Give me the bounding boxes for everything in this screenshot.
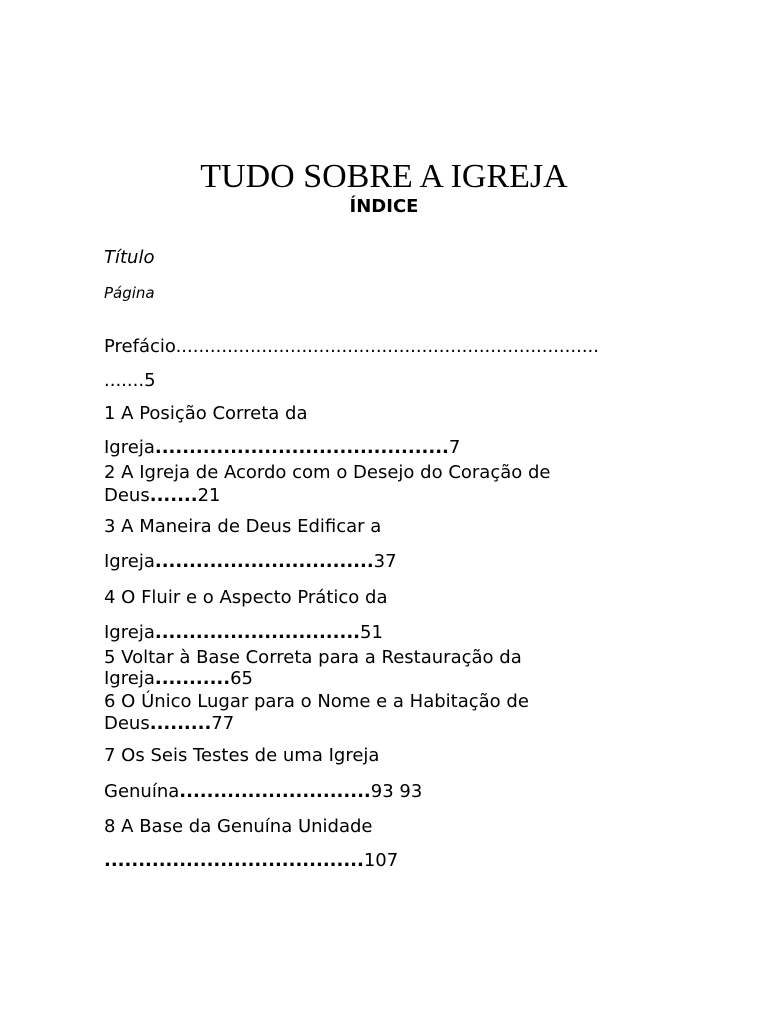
toc-entry-7-line2 xyxy=(104,780,422,804)
toc-page-number: 7 xyxy=(448,437,461,458)
toc-entry-8-line2 xyxy=(104,849,398,873)
toc-leader-dots: .......................................................................... xyxy=(175,336,599,357)
toc-entry-2-title: 2 A Igreja de Acordo com o Desejo do Coração de xyxy=(104,462,551,483)
toc-entry-label: Deus xyxy=(104,713,150,734)
toc-entry-label: Prefácio xyxy=(104,336,176,357)
toc-page-number: 5 xyxy=(144,370,156,391)
toc-page-number: 21 xyxy=(197,485,221,506)
toc-entry-preface-line1 xyxy=(104,335,599,359)
toc-leader-dots: ......... xyxy=(149,713,212,734)
toc-leader-dots: ........................................... xyxy=(154,437,449,458)
toc-leader-dots: ........... xyxy=(154,668,231,689)
toc-entry-1-title: 1 A Posição Correta da xyxy=(104,403,308,424)
toc-leader-dots: ....... xyxy=(104,370,145,391)
toc-entry-6-title: 6 O Único Lugar para o Nome e a Habitação de xyxy=(104,691,529,712)
toc-entry-label: Igreja xyxy=(104,437,155,458)
column-page-label: Página xyxy=(104,284,155,302)
toc-entry-3-title: 3 A Maneira de Deus Edificar a xyxy=(104,516,382,537)
toc-entry-4-title: 4 O Fluir e o Aspecto Prático da xyxy=(104,587,388,608)
toc-page-number: 77 xyxy=(211,713,235,734)
toc-entry-6-line2 xyxy=(104,712,234,736)
toc-leader-dots: ............................ xyxy=(179,781,371,802)
toc-entry-5-title: 5 Voltar à Base Correta para a Restauração da xyxy=(104,647,522,668)
toc-page-number: 65 xyxy=(230,668,253,689)
toc-entry-7-title: 7 Os Seis Testes de uma Igreja xyxy=(104,745,380,766)
column-title-label: Título xyxy=(104,247,155,268)
toc-leader-dots: .............................. xyxy=(154,622,360,643)
toc-leader-dots: ...................................... xyxy=(104,850,364,871)
toc-entry-label: Igreja xyxy=(104,622,155,643)
toc-leader-dots: ................................ xyxy=(154,551,374,572)
toc-page-number: 93 93 xyxy=(370,781,423,802)
toc-entry-label: Igreja xyxy=(104,551,155,572)
document-title: TUDO SOBRE A IGREJA xyxy=(200,158,568,195)
toc-entry-2-line2 xyxy=(104,484,221,508)
toc-entry-1-line2 xyxy=(104,436,460,460)
toc-entry-8-title: 8 A Base da Genuína Unidade xyxy=(104,816,373,837)
toc-entry-preface-line2 xyxy=(104,369,156,393)
toc-entry-label: Igreja xyxy=(104,668,155,689)
toc-page-number: 37 xyxy=(373,551,397,572)
toc-leader-dots: ....... xyxy=(149,485,198,506)
index-heading: ÍNDICE xyxy=(349,196,419,217)
toc-page-number: 51 xyxy=(360,622,383,643)
toc-entry-5-line2 xyxy=(104,667,253,691)
toc-entry-label: Genuína xyxy=(104,781,180,802)
toc-page-number: 107 xyxy=(363,850,399,871)
toc-entry-4-line2 xyxy=(104,621,383,645)
toc-entry-3-line2 xyxy=(104,550,397,574)
toc-entry-label: Deus xyxy=(104,485,150,506)
